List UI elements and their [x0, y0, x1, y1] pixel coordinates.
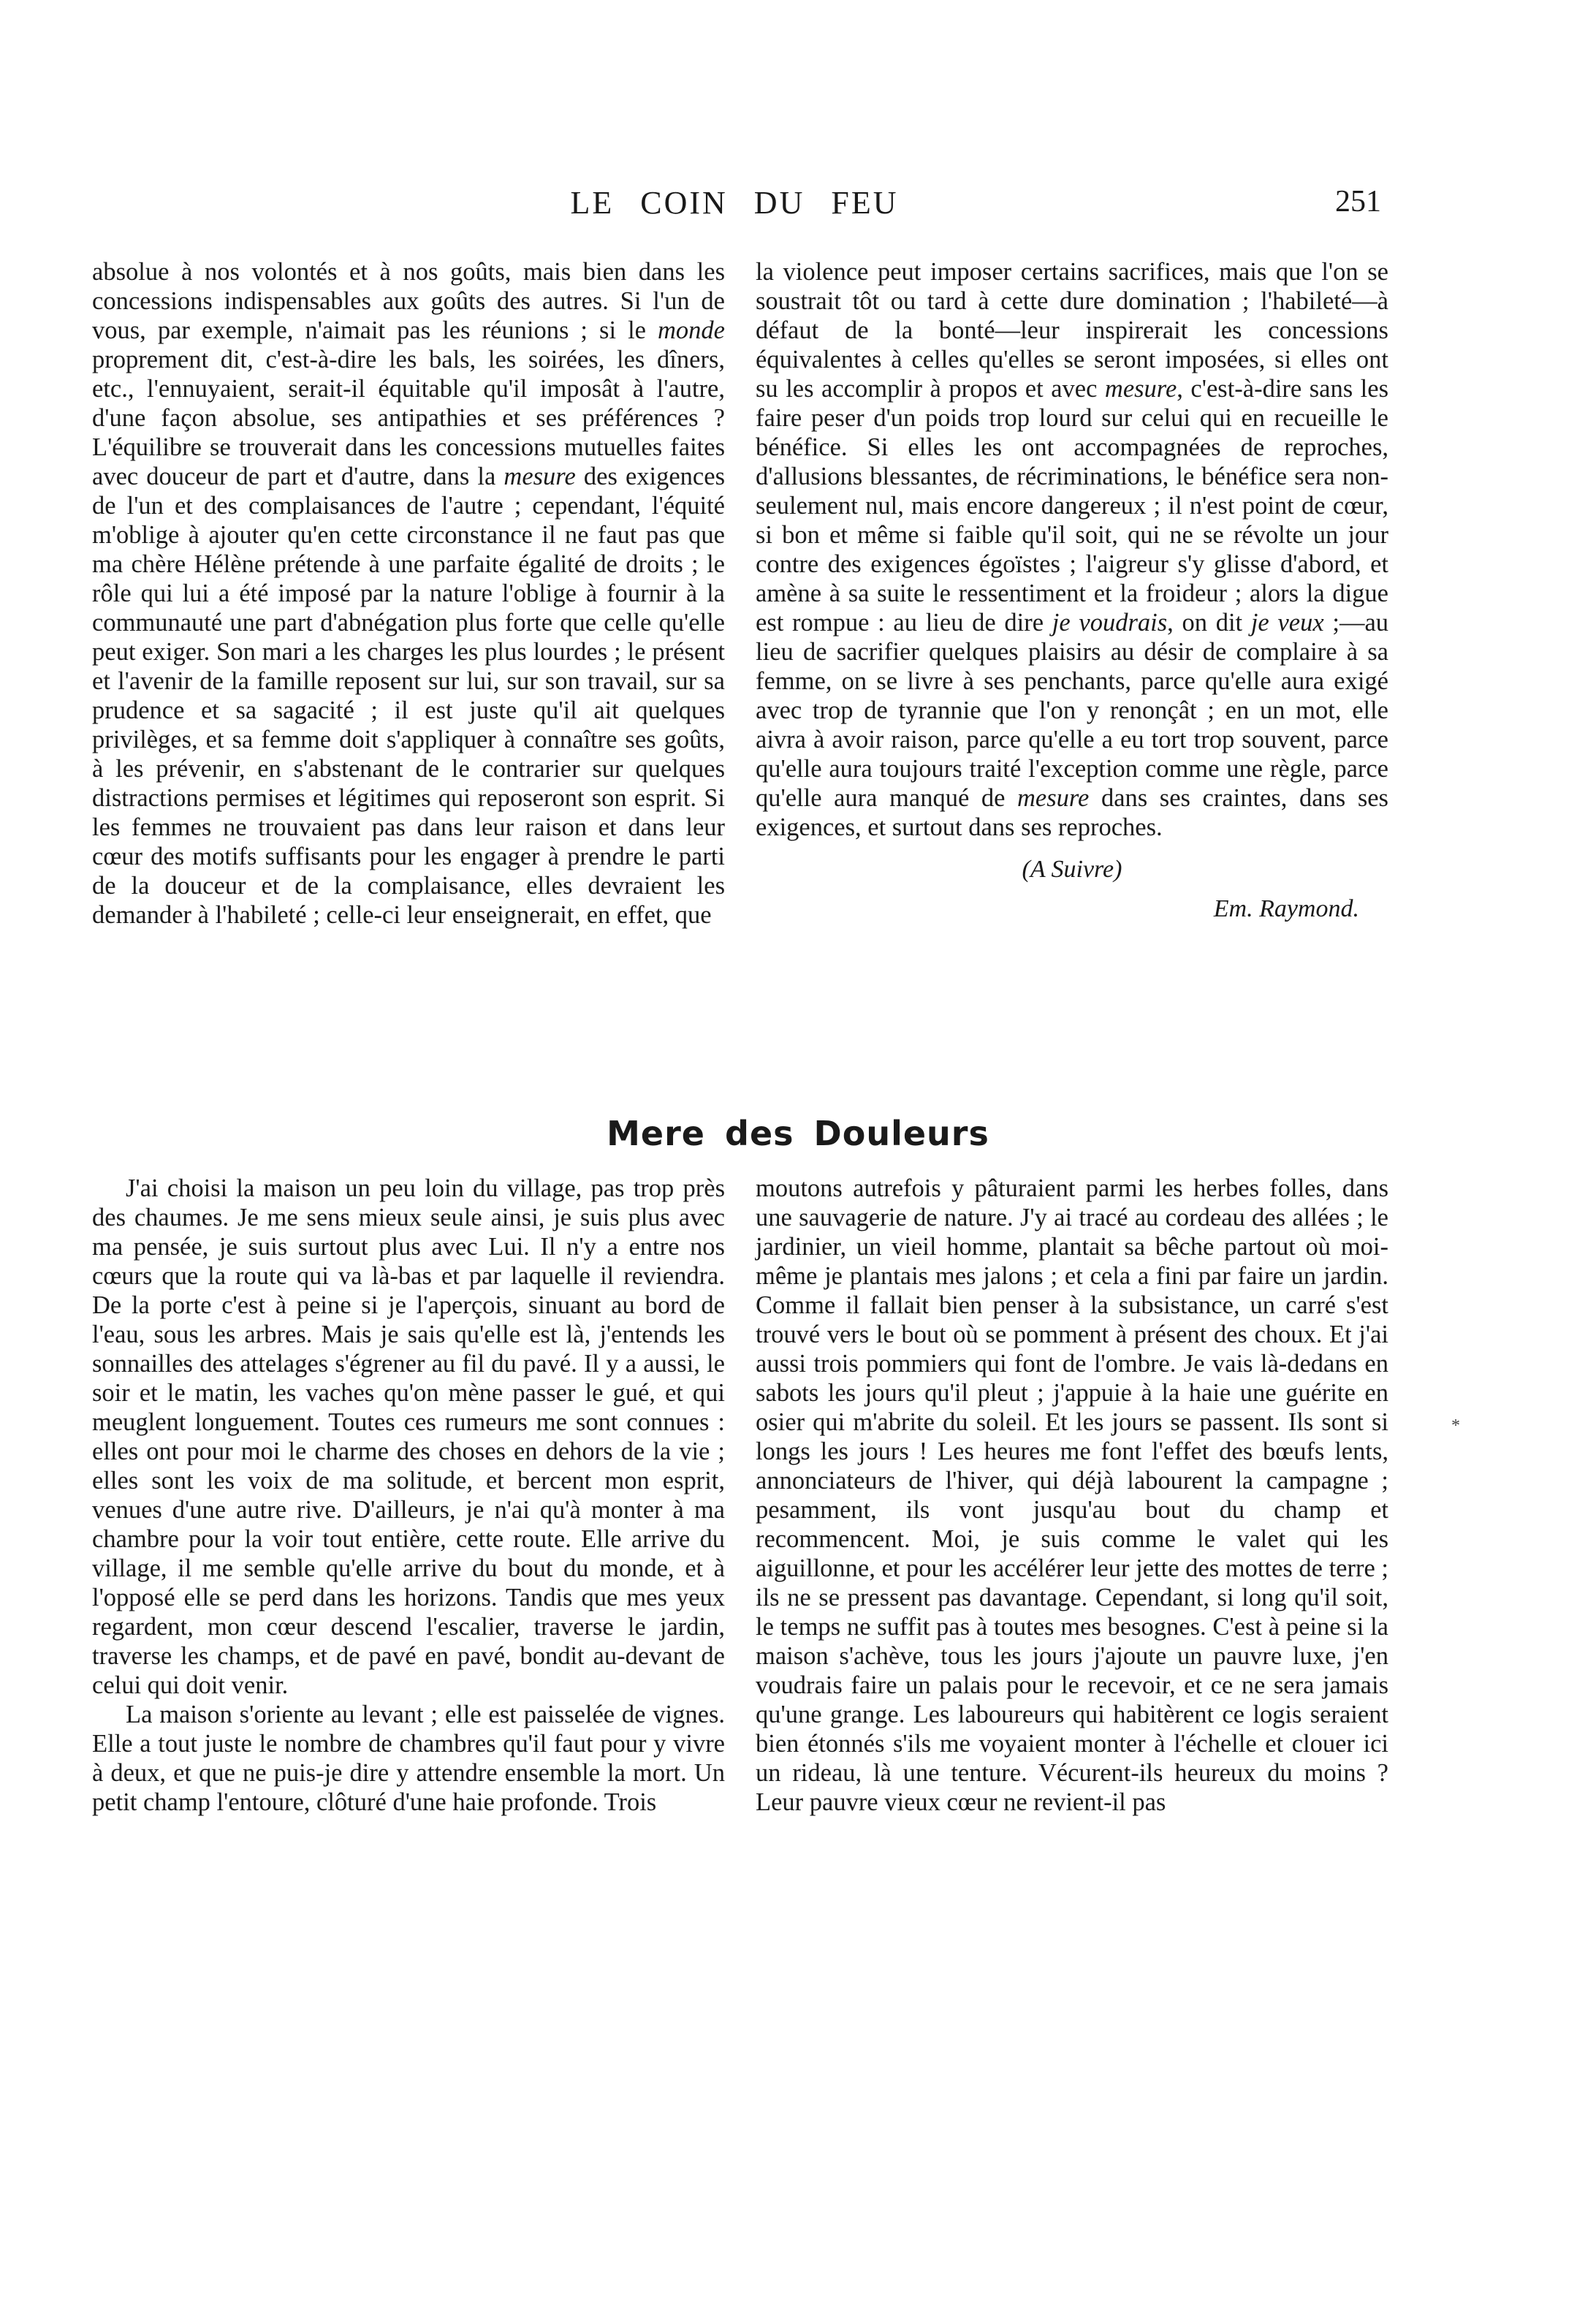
article2-paragraph-2: La maison s'oriente au levant ; elle est paisselée de vignes. Elle a tout juste le nombre de chambres qu'il faut pour y vivre à deux, et que ne puis-je dire y attendre ensemble la mort. Un petit champ l'entoure, clôturé d'une haie profonde. Trois	[92, 1701, 725, 1816]
article2-column-left	[92, 1174, 725, 1817]
author-signature: Em. Raymond.	[1213, 895, 1359, 922]
article2-paragraph-1: J'ai choisi la maison un peu loin du village, pas trop près des chaumes. Je me sens mieux seule ainsi, je suis plus avec ma pensée, je suis surtout plus avec Lui. Il n'y a entre nos cœurs que la route qui va là-bas et par laquelle il reviendra. De la porte c'est à peine si je l'aperçois, sinuant au bord de l'eau, sous les arbres. Mais je sais qu'elle est là, j'entends les sonnailles des attelages s'égrener au fil du pavé. Il y a aussi, le soir et le matin, les vaches qu'on mène passer le gué, et qui meuglent longuement. Toutes ces rumeurs me sont connues : elles ont pour moi le charme des choses en dehors de la vie ; elles sont les voix de ma solitude, et bercent mon esprit, venues d'une autre rive. D'ailleurs, je n'ai qu'à monter à ma chambre pour la voir tout entière, cette route. Elle arrive du village, il me semble qu'elle arrive du bout du monde, et à l'opposé elle se perd dans les horizons. Tandis que mes yeux regardent, mon cœur descend l'escalier, traverse le jardin, traverse les champs, et de pavé en pavé, bondit au-devant de celui qui doit venir.	[92, 1174, 725, 1699]
article1-col2-text: la violence peut imposer certains sacrifices, mais que l'on se soustrait tôt ou tard à cette dure domination ; l'habileté—à défaut de la bonté—leur inspirerait les concessions équivalentes à celles qu'elles se seront imposées, si elles ont su les accomplir à propos et avec mesure, c'est-à-dire sans les faire peser d'un poids trop lourd sur celui qui en recueille le bénéfice. Si elles les ont accompagnées de reproches, d'allusions blessantes, de récriminations, le bénéfice sera non-seulement nul, mais encore dangereux ; il n'est point de cœur, si bon et même si faible qu'il soit, qui ne se révolte un jour contre des exigences égoïstes ; l'aigreur s'y glisse d'abord, et amène à sa suite le ressentiment et la froideur ; alors la digue est rompue : au lieu de dire je voudrais, on dit je veux ;—au lieu de sacrifier quelques plaisirs au désir de complaire à sa femme, on se livre à ses penchants, parce qu'elle aura exigé avec trop de tyrannie que l'on y renonçât ; en un mot, elle aivra à avoir raison, parce qu'elle a eu tort trop souvent, parce qu'elle aura toujours traité l'exception comme une règle, parce qu'elle aura manqué de mesure dans ses craintes, dans ses exigences, et surtout dans ses reproches.	[756, 258, 1389, 841]
article1-col1-text: absolue à nos volontés et à nos goûts, mais bien dans les concessions indispensables aux goûts des autres. Si l'un de vous, par exemple, n'aimait pas les réunions ; si le monde proprement dit, c'est-à-dire les bals, les soirées, les dîners, etc., l'ennuyaient, serait-il équitable qu'il imposât à l'autre, d'une façon absolue, ses antipathies et ses préférences ? L'équilibre se trouverait dans les concessions mutuelles faites avec douceur de part et d'autre, dans la mesure des exigences de l'un et des complaisances de l'autre ; cependant, l'équité m'oblige à ajouter qu'en cette circonstance il ne faut pas que ma chère Hélène prétende à une parfaite égalité de droits ; le rôle qui lui a été imposé par la nature l'oblige à fournir à la communauté une part d'abnégation plus forte que celle qu'elle peut exiger. Son mari a les charges les plus lourdes ; le présent et l'avenir de la famille reposent sur lui, sur son travail, sur sa prudence et sa sagacité ; il est juste qu'il ait quelques privilèges, et sa femme doit s'appliquer à connaître ses goûts, à les prévenir, en s'abstenant de le contrarier sur quelques distractions permises et légitimes qui reposeront son esprit. Si les femmes ne trouvaient pas dans leur raison et dans leur cœur des motifs suffisants pour les engager à prendre le parti de la douceur et de la complaisance, elles devraient les demander à l'habileté ; celle-ci leur enseignerait, en effet, que	[92, 258, 725, 929]
margin-mark: *	[1451, 1416, 1460, 1435]
article1-column-left	[92, 257, 725, 930]
to-be-continued: (A Suivre)	[1022, 856, 1122, 883]
article2-column-right	[756, 1174, 1388, 1817]
article1-column-right	[756, 257, 1388, 924]
page-header	[88, 184, 1381, 228]
article2-col2-text: moutons autrefois y pâturaient parmi les herbes folles, dans une sauvagerie de nature. J'y ai tracé au cordeau des allées ; le jardinier, un vieil homme, plantait sa bêche partout où moi-même je plantais mes jalons ; et cela a fini par faire un jardin. Comme il fallait bien penser à la subsistance, un carré s'est trouvé vers le bout où se pomment à présent des choux. Et j'ai aussi trois pommiers qui font de l'ombre. Je vais là-dedans en sabots les jours qu'il pleut ; j'appuie à la haie une guérite en osier qui m'abrite du soleil. Et les jours se passent. Ils sont si longs les jours ! Les heures me font l'effet des bœufs lents, annonciateurs de l'hiver, qui déjà labourent la campagne ; pesamment, ils vont jusqu'au bout du champ et recommencent. Moi, je suis comme le valet qui les aiguillonne, et pour les accélérer leur jette des mottes de terre ; ils ne se pressent pas davantage. Cependant, si long qu'il soit, le temps ne suffit pas à toutes mes besognes. C'est à peine si la maison s'achève, tous les jours j'ajoute un pauvre luxe, j'en voudrais faire un palais pour le recevoir, et ce ne sera jamais qu'une grange. Les laboureurs qui habitèrent ce logis seraient bien étonnés s'ils me voyaient monter à l'échelle et clouer ici un rideau, là une tenture. Vécurent-ils heureux du moins ? Leur pauvre vieux cœur ne revient-il pas	[756, 1174, 1388, 1816]
running-title: LE COIN DU FEU	[570, 185, 899, 221]
page-number: 251	[1335, 185, 1381, 219]
article2-title: Mere des Douleurs	[607, 1114, 989, 1153]
